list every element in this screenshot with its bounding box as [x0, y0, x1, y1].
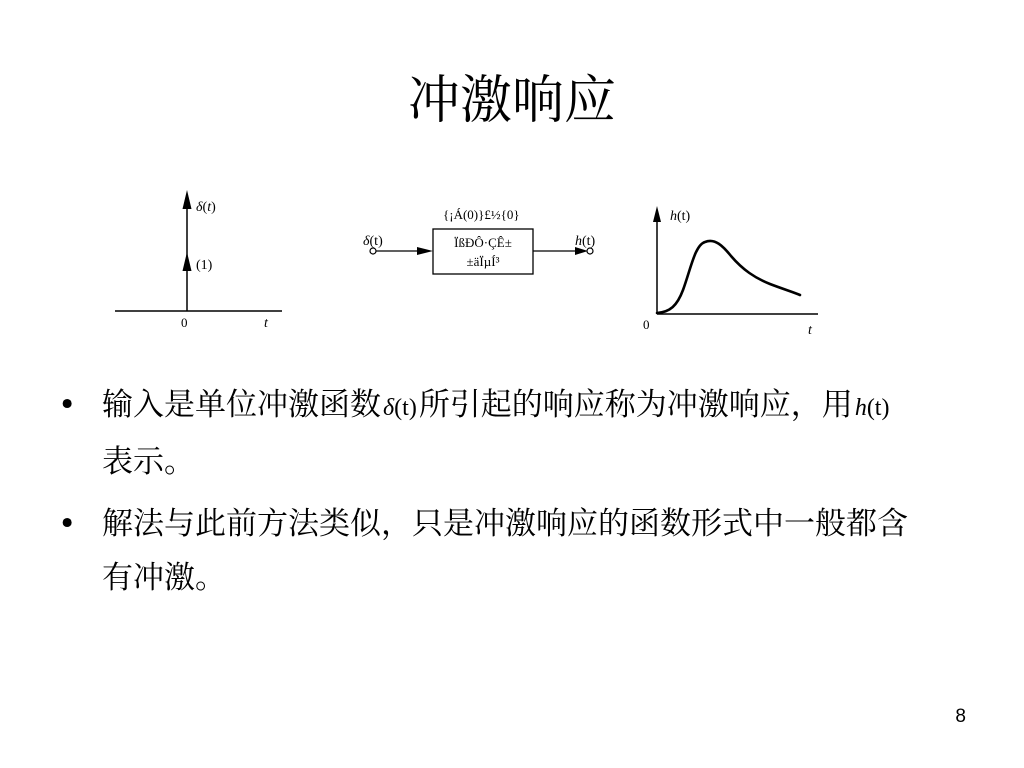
input-arrowhead: [417, 247, 433, 255]
delta-label: δ(t): [196, 200, 216, 215]
h-origin-label: 0: [643, 317, 650, 332]
bullet-1-text-tail: 表示。: [102, 444, 195, 480]
input-signal-label: δ(t): [363, 234, 383, 249]
bullet-list: [58, 378, 918, 613]
origin-label: 0: [181, 315, 188, 330]
initial-state-label: {¡Á(0)}£½{0}: [443, 207, 520, 222]
system-box-text-line2: ±äÏµÍ³: [466, 254, 500, 269]
impulse-arrowhead-mid: [183, 252, 192, 271]
impulse-arrowhead-top: [183, 190, 192, 209]
bullet-marker: •: [58, 506, 77, 542]
bullet-1-text-before: 输入是单位冲激函数: [102, 387, 381, 423]
t-axis-label: t: [264, 316, 268, 331]
bullet-2-text: 解法与此前方法类似，只是冲激响应的函数形式中一般都含有冲激。: [102, 506, 908, 596]
impulse-response-figure: [635, 200, 825, 340]
slide-title: 冲激响应: [407, 71, 616, 131]
system-block-diagram: [355, 200, 605, 285]
h-t-axis-label: t: [808, 323, 812, 338]
system-box-text-line1: ÏßÐÔ·ÇÊ±: [454, 235, 512, 250]
h-t-expression: h(t): [854, 395, 890, 421]
page-number: 8: [955, 706, 966, 727]
impulse-strength-label: (1): [196, 258, 213, 273]
bullet-1-text-after: 所引起的响应称为冲激响应，用: [418, 387, 853, 423]
bullet-item-1: [58, 378, 918, 489]
impulse-input-figure: [110, 185, 290, 335]
bullet-marker: •: [58, 387, 77, 423]
h-label: h(t): [670, 209, 691, 224]
h-axis-arrowhead: [653, 206, 661, 222]
bullet-item-2: [58, 497, 918, 605]
output-signal-label: h(t): [575, 234, 596, 249]
delta-t-expression: δ(t): [383, 395, 417, 421]
response-curve: [657, 241, 800, 313]
